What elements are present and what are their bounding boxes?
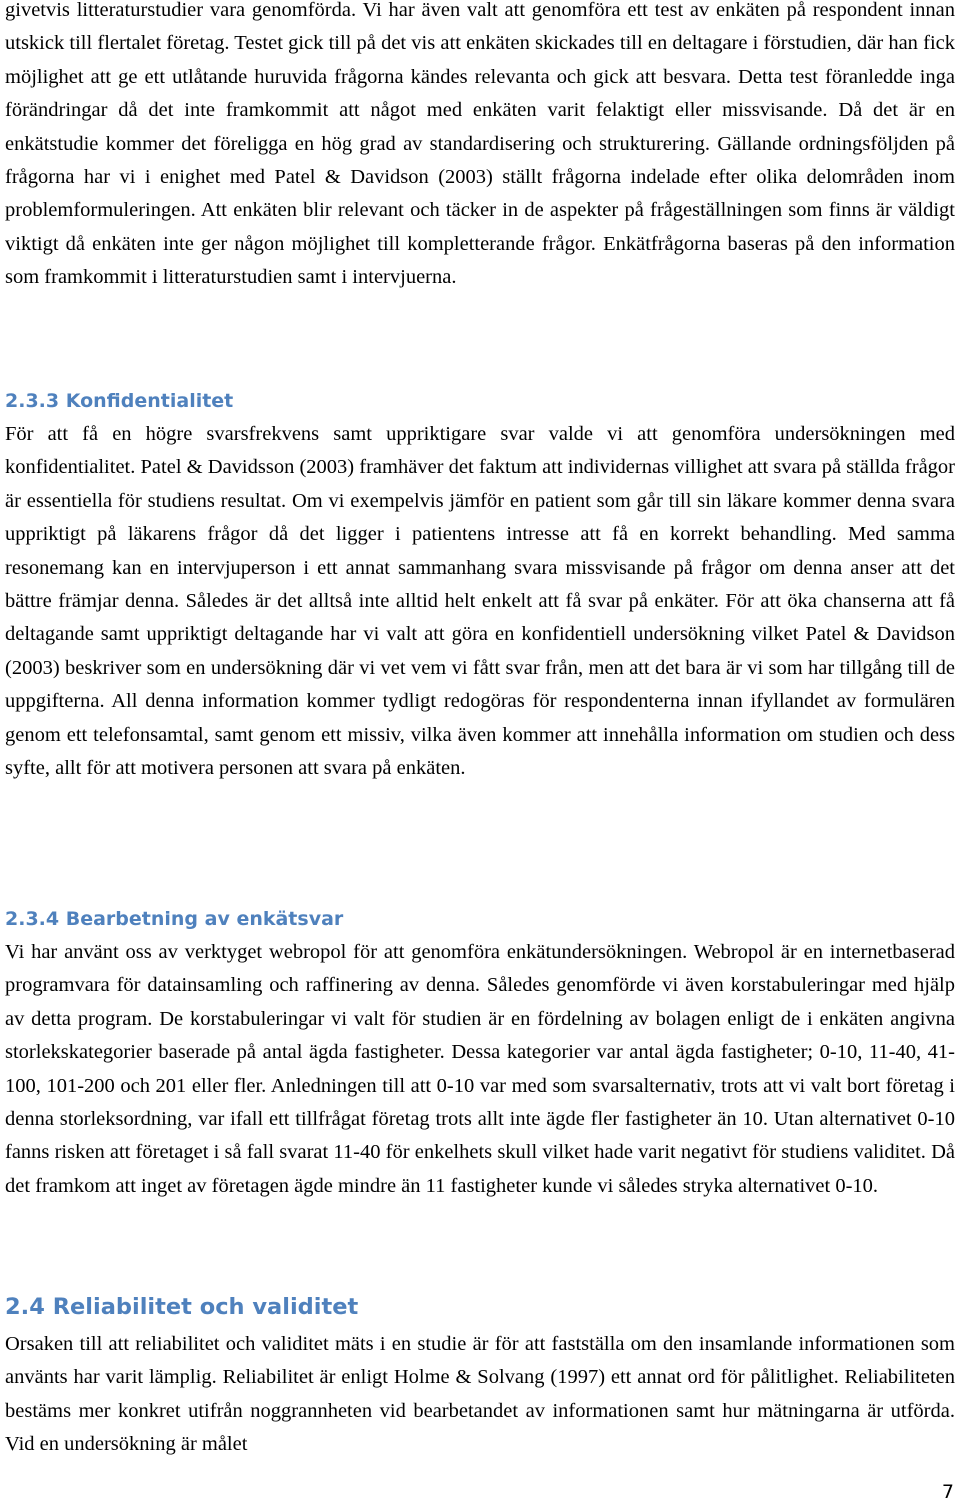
heading-reliabilitet-validitet: 2.4 Reliabilitet och validitet: [5, 1294, 359, 1320]
paragraph-konfidentialitet: För att få en högre svarsfrekvens samt uppriktigare svar valde vi att genomföra undersökningen med konfidentialitet. Patel & Davidsson (2003) framhäver det faktum att individernas villighet att svara på ställda frågor är essentiella för studiens resultat. Om vi exempelvis jämför en patient som går till sin läkare kommer denna svara uppriktigt på läkarens frågor då det ligger i patientens intresse att få en korrekt behandling. Med samma resonemang kan en intervjuperson i ett annat sammanhang svara missvisande på frågor om denna anser att det bättre främjar denna. Således är det alltså inte alltid helt enkelt att få svar på enkäter. För att öka chanserna att få deltagande samt uppriktigt deltagande har vi valt att göra en konfidentiell undersökning vilket Patel & Davidson (2003) beskriver som en undersökning där vi vet vem vi fått svar från, men att det bara är vi som har tillgång till de uppgifterna. All denna information kommer tydligt redogöras för respondenterna innan ifyllandet av formulären genom ett telefonsamtal, samt genom ett missiv, vilka även kommer att innehålla information om studien och dess syfte, allt för att motivera personen att svara på enkäten.: [5, 423, 955, 780]
page-number: 7: [941, 1481, 954, 1503]
heading-konfidentialitet: 2.3.3 Konfidentialitet: [5, 390, 234, 412]
paragraph-bearbetning: Vi har använt oss av verktyget webropol för att genomföra enkätundersökningen. Webropol är en internetbaserad programvara för datainsamling och raffinering av denna. Således genomförde vi även korstabuleringar med hjälp av detta program. De korstabuleringar vi valt för studien är en fördelning av bolagen enligt de i enkäten angivna storlekskategorier baserade på antal ägda fastigheter. Dessa kategorier var antal ägda fastigheter; 0-10, 11-40, 41-100, 101-200 och 201 eller fler. Anledningen till att 0-10 var med som svarsalternativ, trots att vi valt bort företag i denna storleksordning, var ifall ett tillfrågat företag trots allt inte ägde fler fastigheter än 10. Utan alternativet 0-10 fanns risken att företaget i så fall svarat 11-40 för enkelhets skull vilket hade varit negativt för studiens validitet. Då det framkom att inget av företagen ägde mindre än 11 fastigheter kunde vi således stryka alternativet 0-10.: [5, 941, 955, 1197]
paragraph-intro: givetvis litteraturstudier vara genomförda. Vi har även valt att genomföra ett test av enkäten på respondent innan utskick till flertalet företag. Testet gick till på det vis att enkäten skickades till en deltagare i förstudien, där han fick möjlighet att ge ett utlåtande huruvida frågorna kändes relevanta och gick att besvara. Detta test föranledde inga förändringar då det inte framkommit att något med enkäten varit felaktigt eller missvisande. Då det är en enkätstudie kommer det föreligga en hög grad av standardisering och strukturering. Gällande ordningsföljden på frågorna har vi i enighet med Patel & Davidson (2003) ställt frågorna indelade efter olika delområden inom problemformuleringen. Att enkäten blir relevant och täcker in de aspekter på frågeställningen som finns är väldigt viktigt då enkäten inte ger någon möjlighet till kompletterande frågor. Enkätfrågorna baseras på den information som framkommit i litteraturstudien samt i intervjuerna.: [5, 0, 955, 289]
heading-bearbetning: 2.3.4 Bearbetning av enkätsvar: [5, 908, 344, 930]
paragraph-reliabilitet: Orsaken till att reliabilitet och validitet mäts i en studie är för att fastställa om den insamlande informationen som använts har varit lämplig. Reliabilitet är enligt Holme & Solvang (1997) ett annat ord för pålitlighet. Reliabiliteten bestäms mer konkret utifrån noggrannheten vid bearbetandet av informationen samt hur mätningarna är utförda. Vid en undersökning är målet: [5, 1333, 955, 1456]
